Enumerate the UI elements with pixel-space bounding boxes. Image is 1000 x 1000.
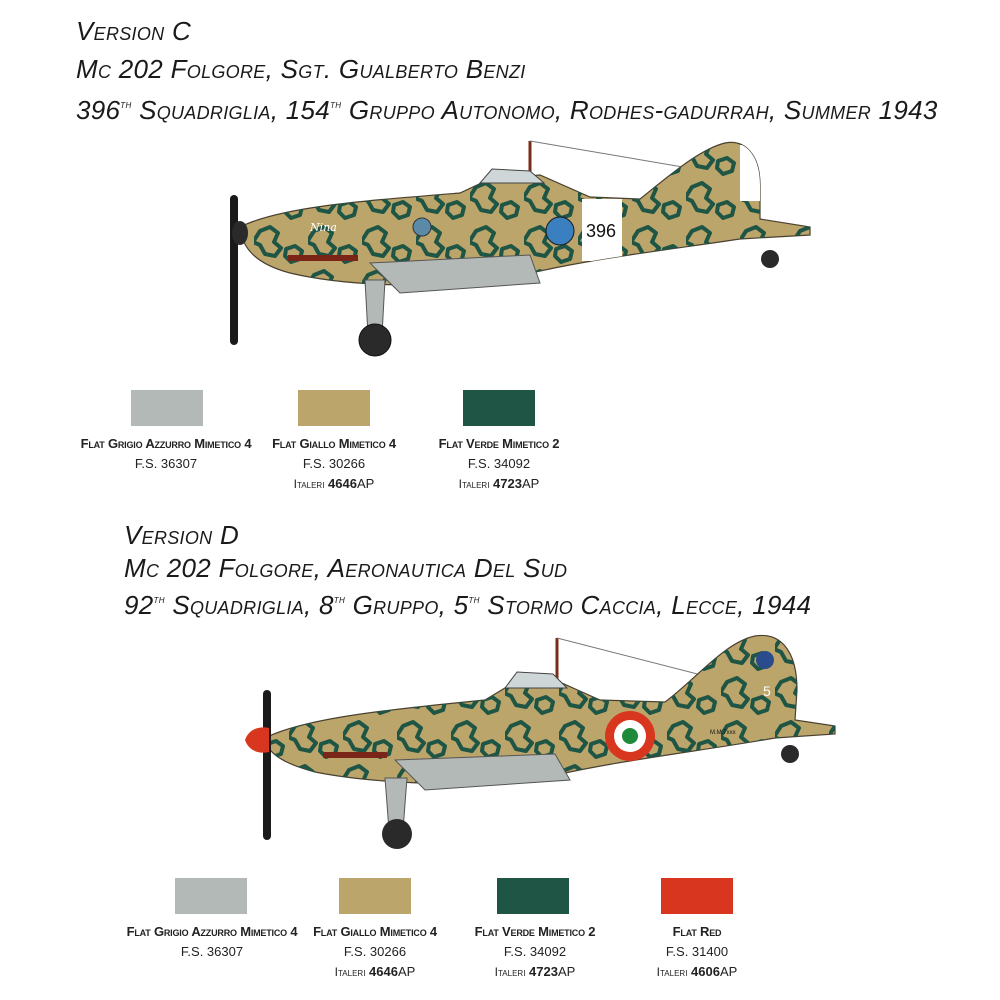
version-c-unit-line: 396th Squadriglia, 154th Gruppo Autonomo, Rodhes-gadurrah, Summer 1943: [76, 95, 938, 125]
swatch-red: [661, 878, 733, 914]
paint-label-grigio-azzurro: Flat Grigio Azzurro Mimetico 4 F.S. 36307: [80, 436, 252, 471]
main-wheel: [359, 324, 391, 356]
exhaust-stubs: [288, 255, 358, 261]
emblem-icon: [413, 218, 431, 236]
tail-cross: [740, 145, 760, 201]
version-d-subtitle: Mc 202 Folgore, Aeronautica Del Sud: [124, 553, 568, 583]
swatch-grigio-azzurro: [131, 390, 203, 426]
serial-number: M.M.7xxx: [710, 730, 736, 736]
tail-emblem-icon: [756, 651, 774, 669]
version-c-aircraft-illustration: [200, 135, 830, 365]
wing: [395, 754, 570, 790]
propeller: [230, 195, 238, 345]
paint-label-verde: Flat Verde Mimetico 2 F.S. 34092 Italeri 4723AP: [438, 436, 560, 491]
version-d-title: Version D: [124, 520, 240, 550]
paint-label-grigio-azzurro: Flat Grigio Azzurro Mimetico 4 F.S. 36307: [126, 924, 298, 959]
aircraft-code: 396: [586, 221, 617, 241]
swatch-giallo: [339, 878, 411, 914]
tail-code: 5: [763, 683, 771, 699]
paint-label-giallo: Flat Giallo Mimetico 4 F.S. 30266 Italeri 4646AP: [313, 924, 437, 979]
version-c-title: Version C: [76, 16, 192, 46]
version-d-aircraft-illustration: [235, 630, 845, 860]
aircraft-signature: Nina: [310, 221, 337, 234]
spinner: [232, 221, 248, 245]
camouflage-pattern: [200, 135, 830, 365]
paint-label-giallo: Flat Giallo Mimetico 4 F.S. 30266 Italeri 4646AP: [272, 436, 396, 491]
roundel-center: [622, 728, 638, 744]
red-spinner: [245, 727, 269, 752]
canopy: [480, 169, 544, 183]
main-wheel: [382, 819, 412, 849]
swatch-verde: [463, 390, 535, 426]
exhaust-stubs: [323, 752, 387, 758]
paint-label-verde: Flat Verde Mimetico 2 F.S. 34092 Italeri 4723AP: [474, 924, 596, 979]
tail-wheel: [761, 250, 779, 268]
squadron-emblem-icon: [546, 217, 574, 245]
swatch-verde: [497, 878, 569, 914]
propeller: [263, 690, 271, 840]
tail-wheel: [781, 745, 799, 763]
camouflage-pattern: [235, 630, 845, 860]
version-d-unit-line: 92th Squadriglia, 8th Gruppo, 5th Stormo Caccia, Lecce, 1944: [124, 590, 812, 620]
swatch-giallo: [298, 390, 370, 426]
paint-label-red: Flat Red F.S. 31400 Italeri 4606AP: [656, 924, 738, 979]
version-c-subtitle: Mc 202 Folgore, Sgt. Gualberto Benzi: [76, 54, 526, 84]
swatch-grigio-azzurro: [175, 878, 247, 914]
